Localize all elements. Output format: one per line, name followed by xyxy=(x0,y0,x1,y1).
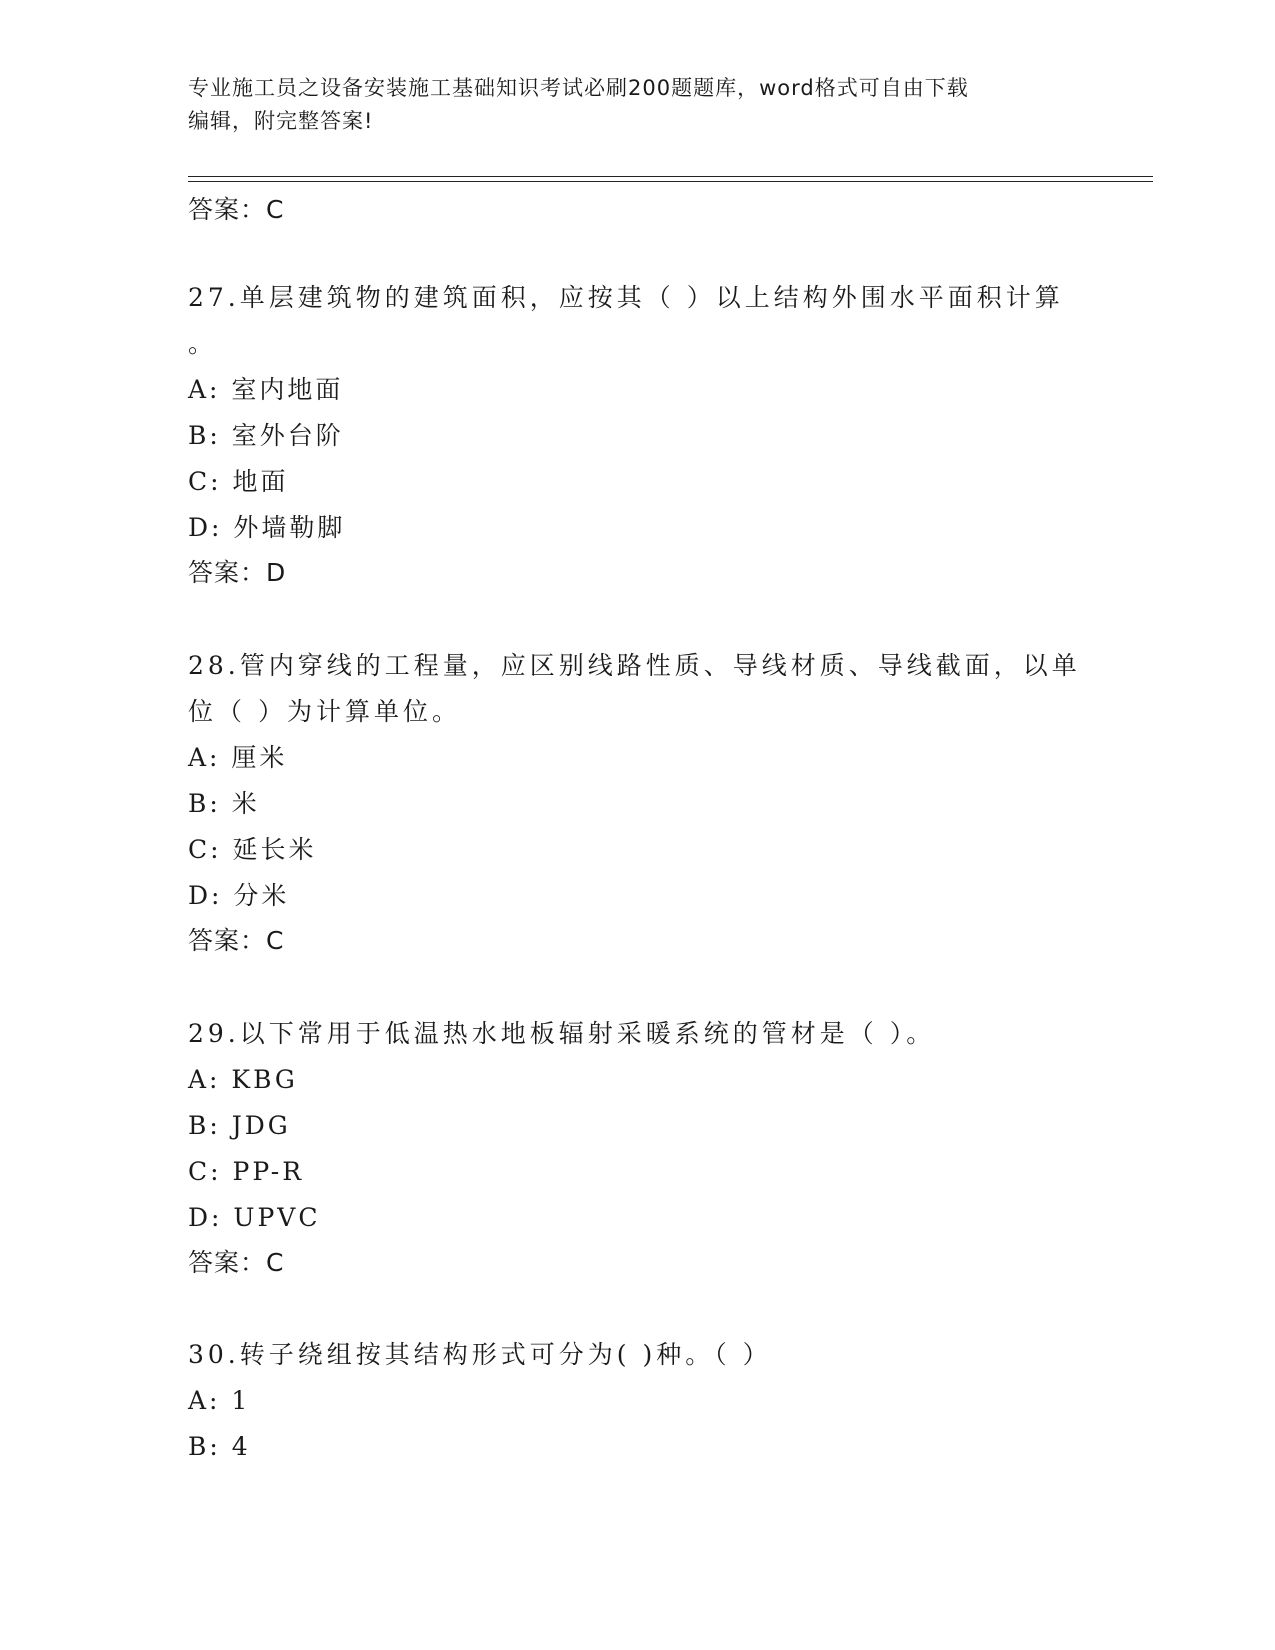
option-c: C: PP-R xyxy=(188,1157,305,1186)
question-stem-line: 。 xyxy=(188,329,218,358)
header-line-1: 专业施工员之设备安装施工基础知识考试必刷200题题库，word格式可自由下载 xyxy=(188,76,969,100)
option-b: B: 4 xyxy=(188,1432,251,1461)
option-b: B: 米 xyxy=(188,789,260,818)
answer-26: 答案：C xyxy=(188,195,285,224)
option-b: B: 室外台阶 xyxy=(188,421,344,450)
answer-block-26 xyxy=(188,192,1088,238)
question-28 xyxy=(188,643,1088,969)
question-stem-line: 位（ ）为计算单位。 xyxy=(188,697,461,726)
question-stem-line: 30.转子绕组按其结构形式可分为( )种。（ ） xyxy=(188,1340,772,1369)
option-c: C: 延长米 xyxy=(188,835,317,864)
header-line-2: 编辑，附完整答案! xyxy=(188,109,374,133)
option-d: D: 分米 xyxy=(188,881,290,910)
question-27 xyxy=(188,275,1088,601)
option-c: C: 地面 xyxy=(188,467,289,496)
question-stem-line: 29.以下常用于低温热水地板辐射采暖系统的管材是（ ）。 xyxy=(188,1019,936,1048)
option-b: B: JDG xyxy=(188,1111,291,1140)
option-a: A: KBG xyxy=(188,1065,298,1094)
header-divider-top xyxy=(188,176,1153,177)
header-divider-bottom xyxy=(188,181,1153,182)
option-d: D: 外墙勒脚 xyxy=(188,513,346,542)
question-29 xyxy=(188,1011,1088,1291)
option-a: A: 厘米 xyxy=(188,743,288,772)
option-a: A: 1 xyxy=(188,1386,251,1415)
question-stem-line: 28.管内穿线的工程量，应区别线路性质、导线材质、导线截面，以单 xyxy=(188,651,1081,680)
document-header xyxy=(188,72,1088,138)
option-a: A: 室内地面 xyxy=(188,375,344,404)
answer-29: 答案：C xyxy=(188,1248,285,1277)
question-30 xyxy=(188,1332,1088,1470)
question-stem-line: 27.单层建筑物的建筑面积，应按其（ ）以上结构外围水平面积计算 xyxy=(188,283,1064,312)
option-d: D: UPVC xyxy=(188,1203,321,1232)
answer-28: 答案：C xyxy=(188,926,285,955)
answer-27: 答案：D xyxy=(188,558,287,587)
